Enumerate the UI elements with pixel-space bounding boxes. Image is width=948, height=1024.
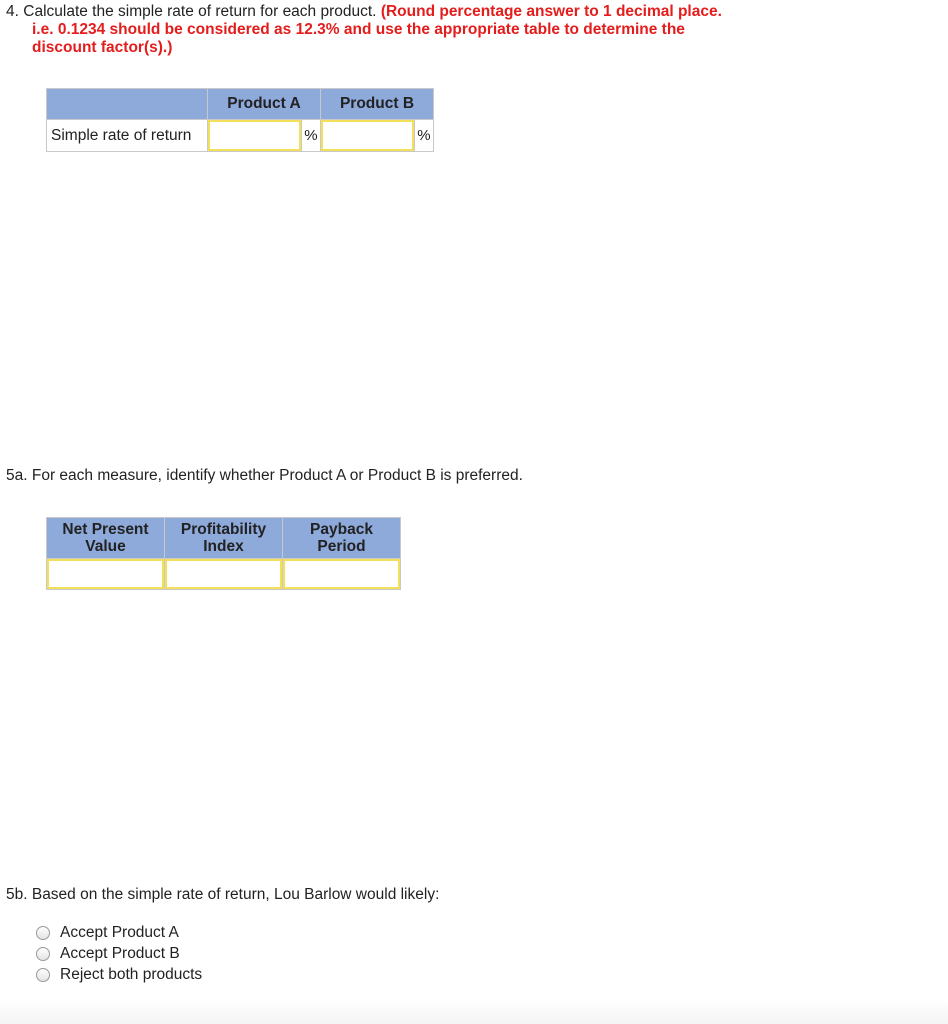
question-5a: 5a. For each measure, identify whether Product A or Product B is preferred. [6,467,523,484]
product-a-percent-sign: % [301,120,320,152]
preference-table [46,517,401,590]
simple-rate-table [46,88,434,152]
payback-period-preference-input[interactable] [283,559,400,589]
table2-header-npv: Net Present Value [47,518,165,559]
radio-accept-product-a[interactable] [36,926,50,940]
option-accept-product-a[interactable] [36,922,202,943]
table2-header-payback-period: Payback Period [283,518,401,559]
profitability-index-preference-input[interactable] [165,559,282,589]
npv-preference-input[interactable] [47,559,164,589]
page-footer [0,1000,948,1024]
table1-row-label: Simple rate of return [47,120,208,152]
option-label: Accept Product A [60,924,179,941]
question-4-instruction-1: (Round percentage answer to 1 decimal place. [380,3,722,20]
radio-reject-both[interactable] [36,968,50,982]
option-label: Reject both products [60,966,203,983]
table2-header-profitability-index: Profitability Index [165,518,283,559]
q5b-options [36,922,202,985]
table1-header-product-a: Product A [208,89,321,120]
option-accept-product-b[interactable] [36,943,202,964]
table1-header-blank [47,89,208,120]
option-label: Accept Product B [60,945,180,962]
product-b-rate-input[interactable] [321,120,414,151]
question-4-text: Calculate the simple rate of return for each product. [23,3,377,20]
question-4-instruction-3: discount factor(s).) [32,39,173,56]
table1-header-product-b: Product B [321,89,434,120]
radio-accept-product-b[interactable] [36,947,50,961]
option-reject-both[interactable] [36,964,202,985]
question-4 [6,3,906,57]
product-a-rate-input[interactable] [208,120,301,151]
question-4-number: 4. [6,3,19,20]
product-b-percent-sign: % [414,120,433,152]
question-4-instruction-2: i.e. 0.1234 should be considered as 12.3% and use the appropriate table to determine the [32,21,685,38]
question-5b: 5b. Based on the simple rate of return, Lou Barlow would likely: [6,886,440,903]
